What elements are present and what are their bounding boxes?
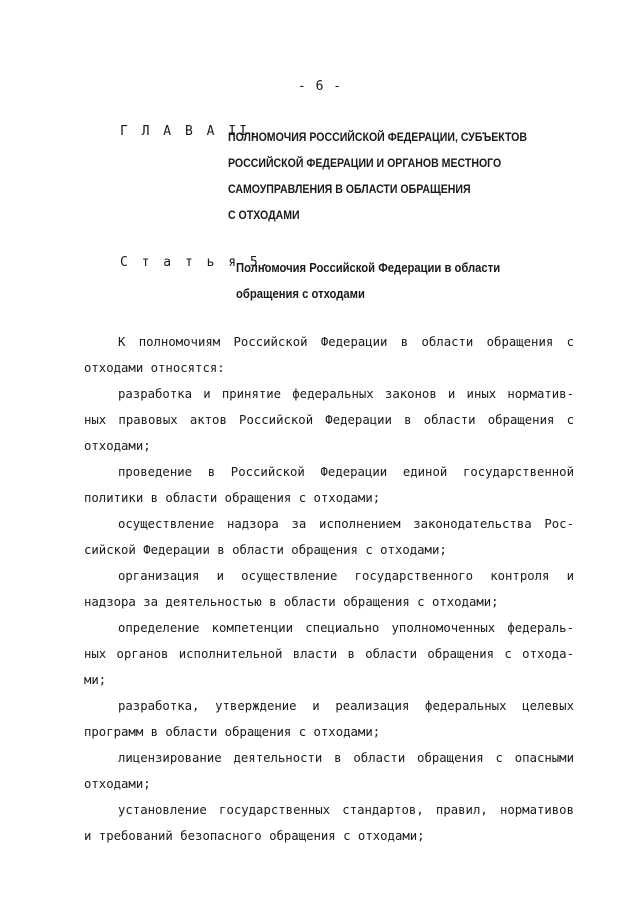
chapter-title (228, 124, 536, 228)
body-line: надзора за деятельностью в области обращения с отходами; (84, 595, 499, 609)
body-line: отходами относятся: (84, 361, 225, 375)
body-line: отходами; (84, 439, 151, 453)
page-number: - 6 - (297, 79, 343, 94)
article-title-line: Полномочия Российской Федерации в области (236, 261, 501, 275)
body-line: ми; (84, 673, 107, 687)
chapter-title-line: ПОЛНОМОЧИЯ РОССИЙСКОЙ ФЕДЕРАЦИИ, СУБЪЕКТОВ (228, 130, 528, 144)
body-line: программ в области обращения с отходами; (84, 725, 381, 739)
body-line: отходами; (84, 777, 151, 791)
body-line: ных правовых актов Российской Федерации в области обращения с (84, 413, 574, 427)
article-label: С т а т ь я 5. (120, 255, 272, 270)
body-line: политики в области обращения с отходами; (84, 491, 381, 505)
body-line: лицензирование деятельности в области обращения с опасными (118, 751, 574, 765)
body-line: разработка и принятие федеральных законов и иных норматив- (118, 387, 574, 401)
body-line: определение компетенции специально уполномоченных федераль- (118, 621, 574, 635)
body-line: разработка, утверждение и реализация федеральных целевых (118, 699, 574, 713)
body-line: проведение в Российской Федерации единой государственной (118, 465, 574, 479)
body-line: и требований безопасного обращения с отходами; (84, 829, 425, 843)
body-line: осуществление надзора за исполнением законодательства Рос- (118, 517, 574, 531)
article-title (236, 255, 500, 307)
body-line: установление государственных стандартов, правил, нормативов (118, 803, 574, 817)
body-line: организация и осуществление государственного контроля и (118, 569, 574, 583)
article-title-line: обращения с отходами (236, 287, 365, 301)
chapter-title-line: САМОУПРАВЛЕНИЯ В ОБЛАСТИ ОБРАЩЕНИЯ (228, 182, 471, 196)
chapter-title-line: РОССИЙСКОЙ ФЕДЕРАЦИИ И ОРГАНОВ МЕСТНОГО (228, 156, 502, 170)
body-line: ных органов исполнительной власти в области обращения с отхода- (84, 647, 574, 661)
chapter-label: Г Л А В А II. (120, 124, 261, 139)
article-body (84, 329, 574, 849)
body-line: сийской Федерации в области обращения с отходами; (84, 543, 447, 557)
chapter-title-line: С ОТХОДАМИ (228, 208, 300, 222)
body-line: К полномочиям Российской Федерации в области обращения с (118, 335, 574, 349)
